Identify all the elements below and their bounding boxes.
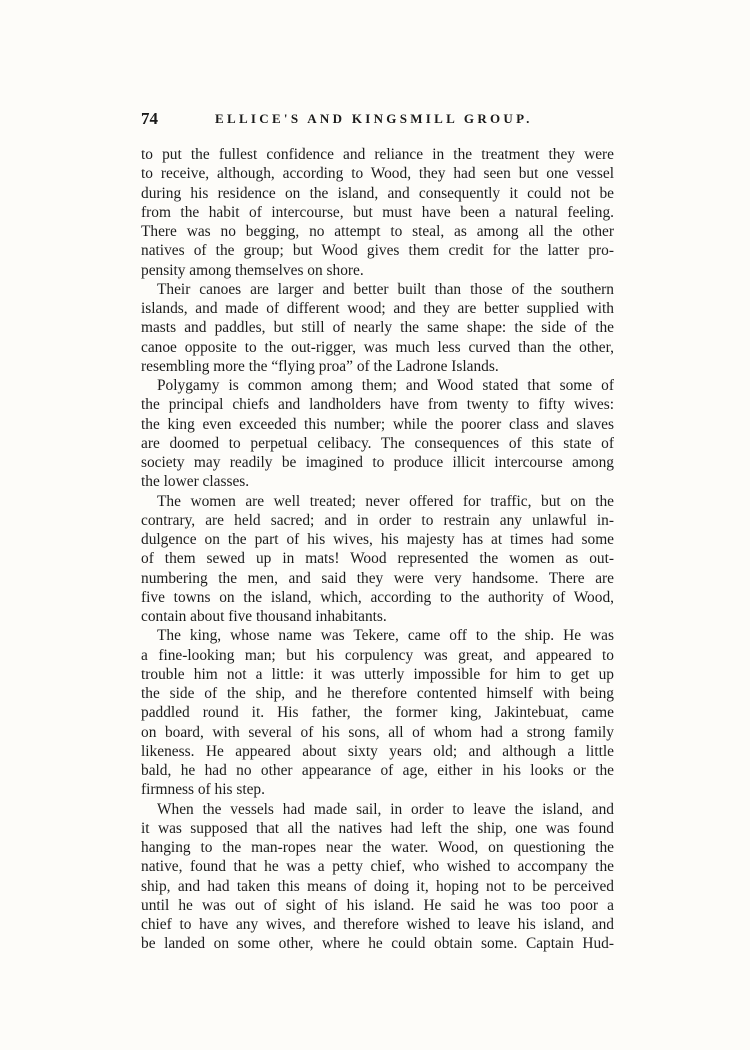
- text-line: contrary, are held sacred; and in order to restrain any unlawful in-: [141, 511, 614, 529]
- text-line: bald, he had no other appearance of age, either in his looks or the: [141, 762, 614, 779]
- text-line: until he was out of sight of his island. He said he was too poor a: [141, 896, 614, 914]
- paragraph: [141, 145, 614, 280]
- text-line: masts and paddles, but still of nearly the same shape: the side of the: [141, 319, 614, 337]
- paragraph: [141, 280, 614, 376]
- text-line: be landed on some other, where he could obtain some. Captain Hud-: [141, 935, 614, 953]
- text-line: native, found that he was a petty chief, who wished to accompany the: [141, 858, 614, 876]
- text-line: on board, with several of his sons, all of whom had a strong family: [141, 723, 614, 741]
- running-header: [141, 109, 613, 133]
- text-line: Their canoes are larger and better built than those of the southern: [157, 280, 614, 298]
- text-line: the lower classes.: [141, 473, 250, 491]
- paragraph: [141, 626, 614, 799]
- text-line: numbering the men, and said they were very handsome. There are: [141, 569, 614, 587]
- text-line: to receive, although, according to Wood, they had seen but one vessel: [141, 165, 614, 183]
- text-line: resembling more the “flying proa” of the Ladrone Islands.: [141, 357, 499, 375]
- text-line: are doomed to perpetual celibacy. The consequences of this state of: [141, 434, 614, 452]
- paragraph: [141, 376, 614, 492]
- text-line: firmness of his step.: [141, 781, 265, 799]
- text-line: Polygamy is common among them; and Wood stated that some of: [157, 377, 614, 394]
- body-text: [141, 145, 614, 954]
- running-title: ELLICE'S AND KINGSMILL GROUP.: [215, 111, 533, 126]
- text-line: ship, and had taken this means of doing it, hoping not to be perceived: [141, 877, 614, 895]
- text-line: trouble him not a little: it was utterly impossible for him to get up: [141, 665, 614, 683]
- text-line: When the vessels had made sail, in order to leave the island, and: [157, 800, 614, 818]
- text-line: chief to have any wives, and therefore wished to leave his island, and: [141, 916, 614, 933]
- text-line: from the habit of intercourse, but must have been a natural feeling.: [141, 203, 614, 221]
- page-number: 74: [141, 109, 158, 128]
- text-line: contain about five thousand inhabitants.: [141, 608, 387, 625]
- text-line: society may readily be imagined to produce illicit intercourse among: [141, 454, 614, 471]
- text-line: natives of the group; but Wood gives them credit for the latter pro-: [141, 242, 614, 260]
- text-line: a fine-looking man; but his corpulency was great, and appeared to: [141, 646, 614, 664]
- text-line: pensity among themselves on shore.: [141, 261, 364, 279]
- paragraph: [141, 800, 614, 954]
- text-line: paddled round it. His father, the former king, Jakintebuat, came: [141, 704, 614, 722]
- text-line: hanging to the man-ropes near the water. Wood, on questioning the: [141, 839, 614, 856]
- text-line: The women are well treated; never offered for traffic, but on the: [157, 492, 614, 510]
- text-line: it was supposed that all the natives had left the ship, one was found: [141, 819, 614, 837]
- text-line: The king, whose name was Tekere, came off to the ship. He was: [157, 627, 614, 645]
- text-line: during his residence on the island, and consequently it could not be: [141, 184, 614, 202]
- text-line: to put the fullest confidence and reliance in the treatment they were: [141, 146, 614, 163]
- text-line: five towns on the island, which, according to the authority of Wood,: [141, 588, 614, 606]
- text-line: of them sewed up in mats! Wood represented the women as out-: [141, 550, 614, 568]
- text-line: canoe opposite to the out-rigger, was much less curved than the other,: [141, 338, 614, 356]
- text-line: islands, and made of different wood; and they are better supplied with: [141, 300, 614, 317]
- paragraph: [141, 492, 614, 627]
- text-line: dulgence on the part of his wives, his majesty has at times had some: [141, 531, 614, 548]
- text-line: likeness. He appeared about sixty years old; and although a little: [141, 742, 614, 760]
- text-line: There was no begging, no attempt to steal, as among all the other: [141, 223, 614, 240]
- text-line: the side of the ship, and he therefore contented himself with being: [141, 685, 614, 702]
- text-line: the principal chiefs and landholders have from twenty to fifty wives:: [141, 396, 614, 414]
- text-line: the king even exceeded this number; while the poorer class and slaves: [141, 415, 614, 433]
